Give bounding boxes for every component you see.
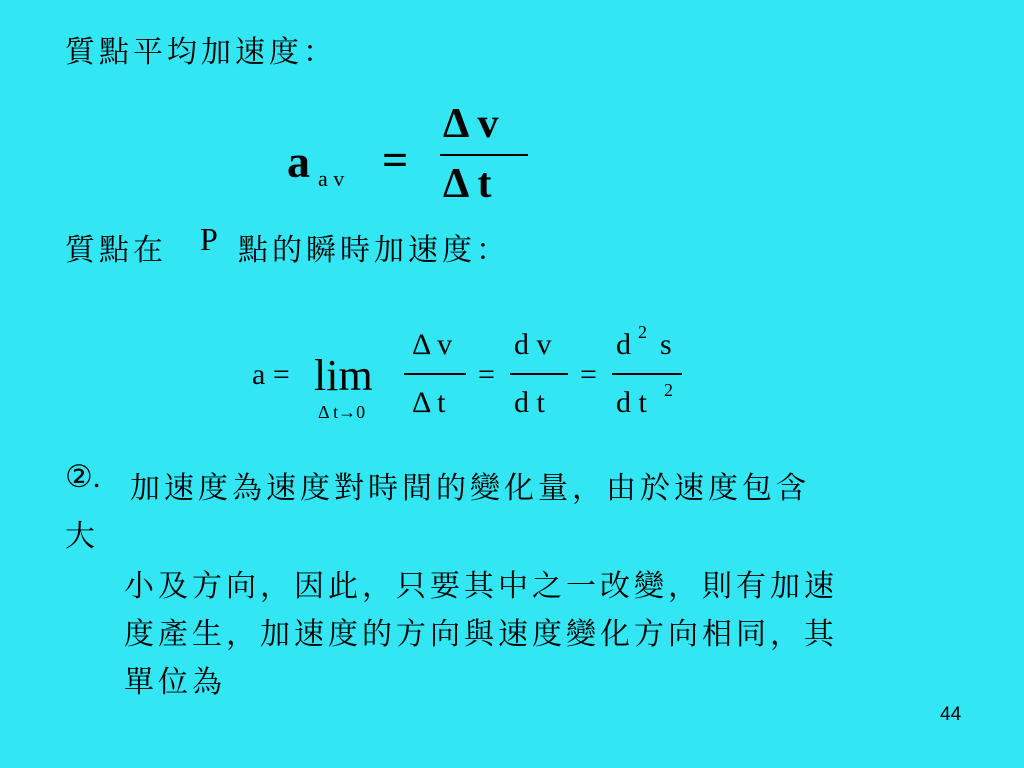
- formula-inst-equals-2: =: [580, 358, 597, 391]
- heading-inst-suffix: 點的瞬時加速度：: [238, 233, 510, 268]
- formula-inst-frac1-denominator: Δ t: [412, 386, 446, 419]
- formula-inst-lim-subscript: Δ t→0: [318, 402, 366, 422]
- formula-avg-numerator: Δ v: [443, 101, 499, 147]
- paragraph-line-2: 大: [65, 519, 99, 554]
- formula-avg-lhs-symbol: a: [287, 136, 310, 187]
- formula-inst-frac2-bar: [510, 373, 568, 375]
- paragraph-line-1: 加速度為速度對時間的變化量，由於速度包含: [130, 471, 810, 506]
- point-label: P: [200, 221, 218, 257]
- formula-inst-frac3-denominator: d t: [616, 386, 647, 419]
- formula-inst-frac3-numerator-d: d: [616, 328, 631, 361]
- heading-average-acceleration: 質點平均加速度：: [65, 35, 337, 70]
- formula-avg-fraction-bar: [440, 154, 528, 156]
- page-number: 44: [940, 704, 962, 725]
- formula-inst-frac1-numerator: Δ v: [412, 328, 453, 361]
- heading-inst-prefix: 質點在: [65, 233, 167, 268]
- paragraph-marker: ②.: [65, 459, 101, 494]
- formula-inst-frac1-bar: [404, 373, 466, 375]
- formula-inst-frac3-numerator-exponent: 2: [638, 322, 647, 342]
- formula-inst-frac3-bar: [612, 373, 682, 375]
- formula-inst-lim: lim: [314, 351, 373, 400]
- formula-inst-frac2-numerator: d v: [514, 328, 552, 361]
- formula-inst-lhs: a =: [252, 358, 290, 391]
- formula-avg-equals: =: [382, 134, 409, 185]
- formula-inst-frac3-numerator-s: s: [660, 328, 672, 361]
- paragraph-line-5: 單位為: [124, 665, 226, 700]
- paragraph-line-3: 小及方向，因此，只要其中之一改變，則有加速: [124, 569, 838, 604]
- formula-avg-lhs-subscript: a v: [318, 166, 345, 191]
- paragraph-line-4: 度產生，加速度的方向與速度變化方向相同，其: [124, 617, 838, 652]
- formula-avg-denominator: Δ t: [443, 161, 492, 207]
- formula-inst-frac3-denominator-exponent: 2: [664, 380, 673, 400]
- formula-inst-equals-1: =: [478, 358, 495, 391]
- formula-inst-frac2-denominator: d t: [514, 386, 545, 419]
